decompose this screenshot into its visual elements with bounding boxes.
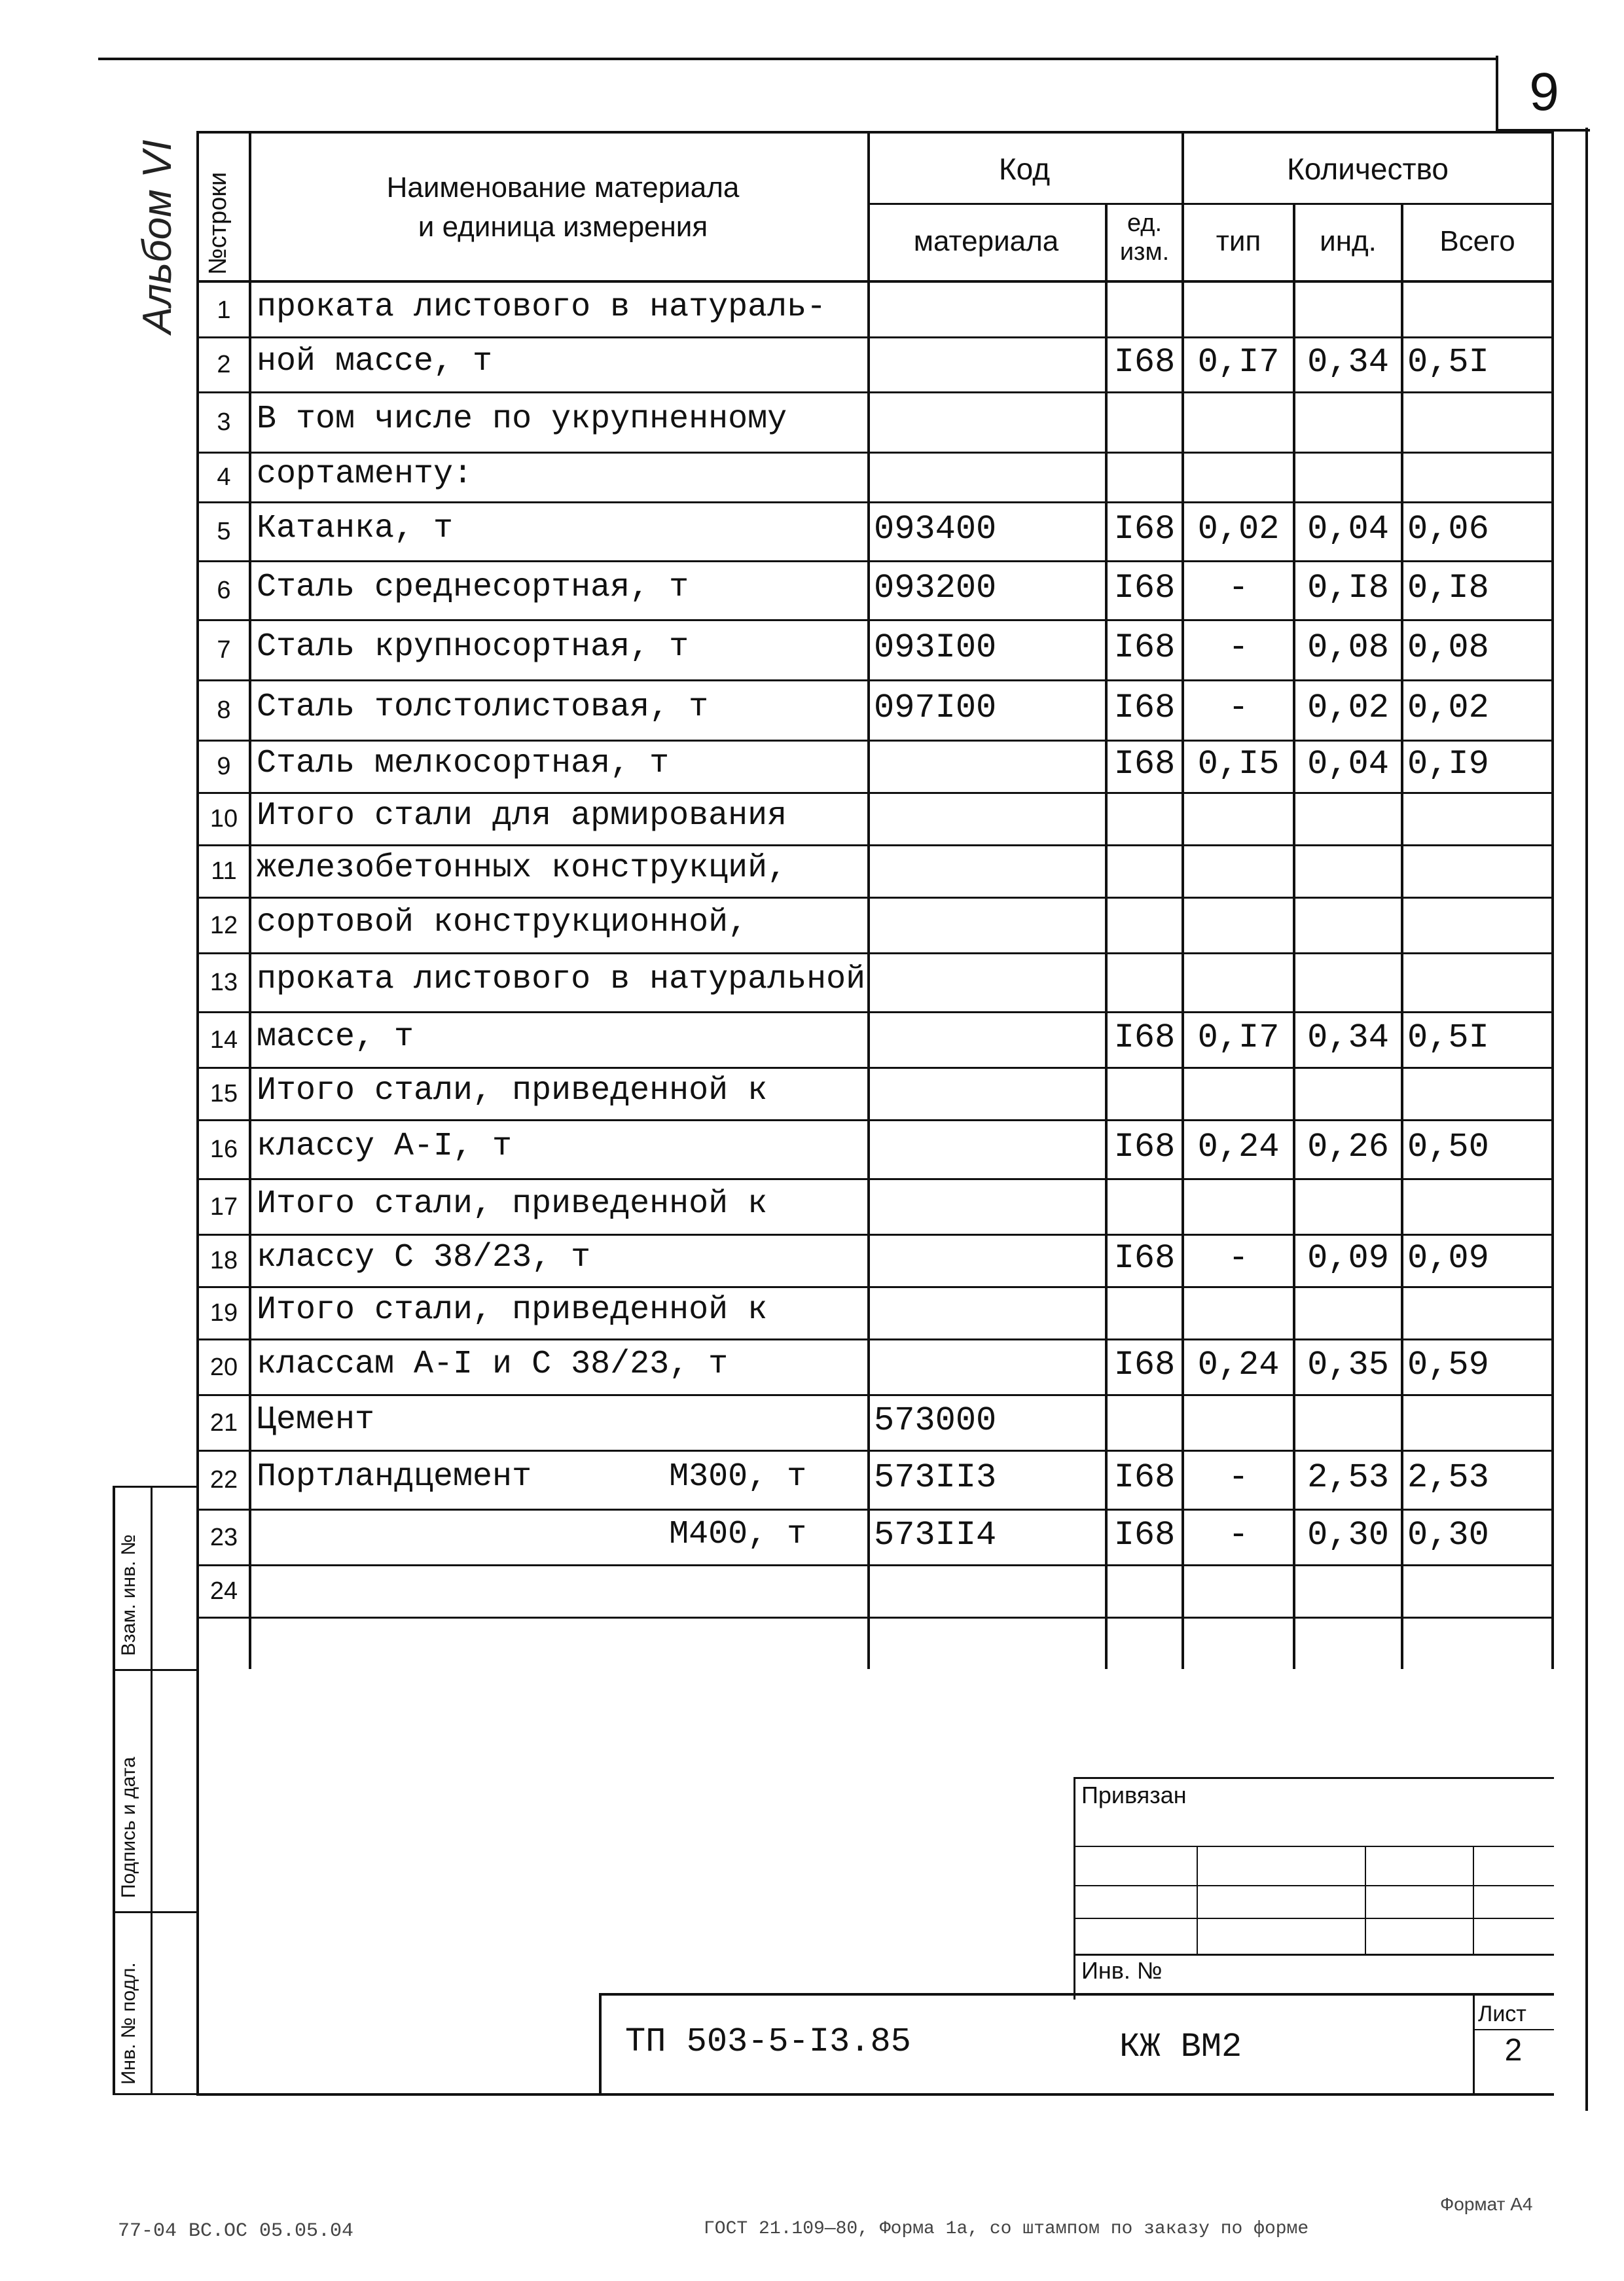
cell-unit: I68	[1113, 745, 1176, 783]
cell-ind: 0,35	[1307, 1345, 1389, 1384]
cell-total: 2,53	[1407, 1458, 1489, 1497]
album-label: Альбом VI	[135, 139, 180, 334]
row-number: 24	[209, 1577, 238, 1605]
material-name-cell: Сталь мелкосортная, т	[257, 745, 670, 782]
title-sheet-label: Лист	[1478, 2002, 1526, 2026]
material-name-cell: сортовой конструкционной,	[257, 903, 748, 941]
row-number: 13	[209, 969, 238, 996]
cell-code: 093200	[874, 569, 997, 607]
cell-typ: 0,24	[1197, 1345, 1280, 1384]
cell-total: 0,I9	[1407, 745, 1489, 783]
cell-code: 573II3	[874, 1458, 997, 1497]
cell-typ: -	[1228, 1458, 1249, 1497]
material-name-cell: ной массе, т	[257, 343, 493, 380]
row-number: 21	[209, 1409, 238, 1437]
cell-typ: -	[1228, 628, 1249, 667]
title-doc-code: ТП 503-5-I3.85	[625, 2022, 911, 2061]
footer-left: 77-04 ВС.ОС 05.05.04	[118, 2220, 354, 2242]
row-number: 10	[209, 805, 238, 833]
cell-unit: I68	[1113, 1239, 1176, 1278]
material-name-cell: Итого стали, приведенной к	[257, 1185, 768, 1223]
cell-total: 0,09	[1407, 1239, 1489, 1278]
row-number: 12	[209, 911, 238, 939]
stamp-vzam: Взам. инв. №	[118, 1534, 139, 1656]
row-number: 18	[209, 1247, 238, 1274]
stamp-inv-podl: Инв. № подл.	[118, 1962, 139, 2085]
row-number: 23	[209, 1523, 238, 1551]
cell-total: 0,30	[1407, 1515, 1489, 1554]
cell-ind: 0,09	[1307, 1239, 1389, 1278]
title-sheet-value: 2	[1504, 2033, 1523, 2068]
cell-total: 0,50	[1407, 1128, 1489, 1166]
sheet-number: 9	[1496, 56, 1590, 132]
cell-code: 097I00	[874, 689, 997, 727]
cell-typ: 0,I5	[1197, 745, 1280, 783]
cell-unit: I68	[1113, 510, 1176, 548]
cell-typ: 0,I7	[1197, 1018, 1280, 1057]
cell-unit: I68	[1113, 343, 1176, 382]
qty-ind-header: инд.	[1320, 225, 1377, 257]
cell-total: 0,02	[1407, 689, 1489, 727]
cell-code: 093I00	[874, 628, 997, 667]
cell-ind: 0,34	[1307, 1018, 1389, 1057]
cell-ind: 0,34	[1307, 343, 1389, 382]
material-name-cell: Цемент	[257, 1401, 375, 1439]
cell-ind: 0,04	[1307, 510, 1389, 548]
cell-code: 573II4	[874, 1515, 997, 1554]
material-name-cell: железобетонных конструкций,	[257, 850, 787, 887]
cell-typ: 0,I7	[1197, 343, 1280, 382]
cell-code: 573000	[874, 1401, 997, 1440]
title-mark: КЖ ВМ2	[1119, 2028, 1242, 2066]
title-inv-no: Инв. №	[1081, 1957, 1163, 1984]
cell-total: 0,06	[1407, 510, 1489, 548]
cell-typ: -	[1228, 689, 1249, 727]
cell-total: 0,5I	[1407, 343, 1489, 382]
cell-unit: I68	[1113, 689, 1176, 727]
material-name-cell: Итого стали для армирования	[257, 797, 787, 835]
row-number: 7	[217, 636, 231, 664]
cell-unit: I68	[1113, 1515, 1176, 1554]
cell-total: 0,08	[1407, 628, 1489, 667]
material-name-cell: массе, т	[257, 1018, 414, 1056]
material-name-cell: М400, т	[257, 1515, 807, 1553]
cell-ind: 0,02	[1307, 689, 1389, 727]
cell-typ: -	[1228, 1239, 1249, 1278]
row-number: 19	[209, 1299, 238, 1327]
material-name-cell: классу С 38/23, т	[257, 1239, 591, 1276]
material-name-cell: классам А-I и С 38/23, т	[257, 1345, 729, 1383]
row-number: 6	[217, 577, 231, 604]
material-name-cell: классу А-I, т	[257, 1128, 513, 1165]
name-header-line1: Наименование материала	[386, 171, 740, 204]
material-name-cell: Катанка, т	[257, 510, 454, 547]
stamp-podpis: Подпись и дата	[118, 1757, 139, 1898]
material-name-cell: В том числе по укрупненному	[257, 401, 787, 438]
row-number: 11	[211, 857, 237, 885]
row-number: 16	[209, 1136, 238, 1163]
cell-ind: 0,I8	[1307, 569, 1389, 607]
row-number: 15	[209, 1080, 238, 1107]
row-number: 20	[209, 1353, 238, 1381]
material-name-cell: Итого стали, приведенной к	[257, 1291, 768, 1329]
cell-typ: -	[1228, 1515, 1249, 1554]
row-number: 14	[209, 1026, 238, 1054]
material-name-cell: Портландцемент М300, т	[257, 1458, 807, 1496]
cell-total: 0,5I	[1407, 1018, 1489, 1057]
cell-typ: -	[1228, 569, 1249, 607]
row-number: 9	[217, 753, 231, 780]
cell-unit: I68	[1113, 1458, 1176, 1497]
cell-unit: I68	[1113, 1345, 1176, 1384]
cell-ind: 2,53	[1307, 1458, 1389, 1497]
row-number: 17	[209, 1193, 238, 1221]
cell-ind: 0,30	[1307, 1515, 1389, 1554]
qty-total-header: Всего	[1439, 225, 1515, 257]
cell-unit: I68	[1113, 628, 1176, 667]
material-name-cell: Сталь крупносортная, т	[257, 628, 689, 666]
cell-typ: 0,24	[1197, 1128, 1280, 1166]
material-name-cell: Сталь среднесортная, т	[257, 569, 689, 606]
row-number: 3	[217, 408, 231, 436]
code-header: Код	[998, 152, 1051, 186]
footer-format: Формат А4	[1440, 2194, 1533, 2214]
cell-total: 0,59	[1407, 1345, 1489, 1384]
material-name-cell: сортаменту:	[257, 456, 473, 493]
cell-ind: 0,26	[1307, 1128, 1389, 1166]
title-privyazan: Привязан	[1081, 1782, 1187, 1808]
code-material-header: материала	[913, 225, 1059, 257]
row-number: 22	[209, 1466, 238, 1494]
cell-unit: I68	[1113, 1128, 1176, 1166]
cell-ind: 0,04	[1307, 745, 1389, 783]
qty-type-header: тип	[1216, 225, 1261, 257]
quantity-header: Количество	[1286, 152, 1449, 186]
code-unit-header: ед. изм.	[1119, 209, 1170, 266]
row-number: 1	[217, 296, 231, 324]
cell-unit: I68	[1113, 1018, 1176, 1057]
row-number: 4	[217, 463, 231, 491]
footer-right: ГОСТ 21.109—80, Форма 1а, со штампом по заказу по форме	[704, 2219, 1309, 2239]
name-header-line2: и единица измерения	[418, 211, 708, 243]
row-number: 8	[217, 696, 231, 724]
row-number-header: №строки	[204, 171, 232, 275]
cell-unit: I68	[1113, 569, 1176, 607]
cell-typ: 0,02	[1197, 510, 1280, 548]
cell-total: 0,I8	[1407, 569, 1489, 607]
cell-ind: 0,08	[1307, 628, 1389, 667]
material-name-cell: проката листового в натуральной	[257, 961, 866, 998]
cell-code: 093400	[874, 510, 997, 548]
row-number: 2	[217, 351, 231, 378]
row-number: 5	[217, 518, 231, 545]
material-name-cell: Сталь толстолистовая, т	[257, 689, 709, 726]
material-name-cell: проката листового в натураль-	[257, 289, 827, 326]
material-name-cell: Итого стали, приведенной к	[257, 1072, 768, 1109]
